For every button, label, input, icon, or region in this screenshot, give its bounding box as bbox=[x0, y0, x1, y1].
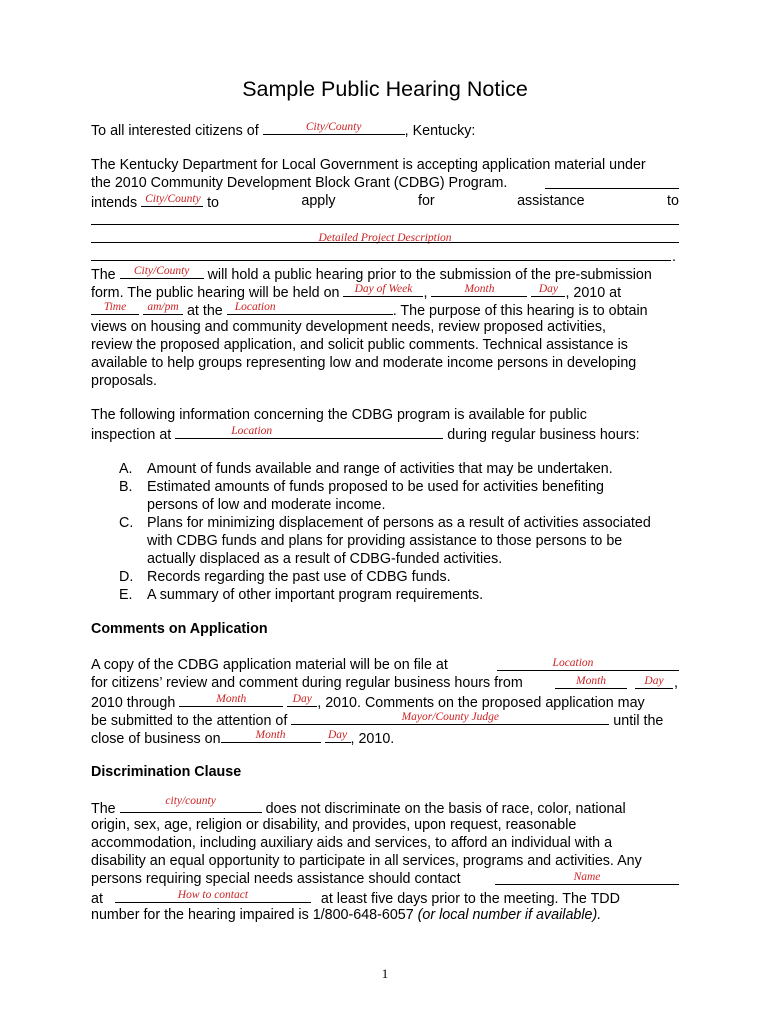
tdd-local-note: (or local number if available). bbox=[417, 907, 602, 923]
mayor-judge-blank[interactable] bbox=[291, 710, 609, 725]
list-marker-a: A. bbox=[119, 461, 133, 477]
hearing-location-hint: Location bbox=[234, 301, 276, 313]
hearing-line-2 bbox=[91, 282, 679, 300]
comments-line-1 bbox=[91, 656, 679, 674]
close-day-hint: Day bbox=[327, 729, 348, 741]
comments-day-hint-1: Day bbox=[644, 675, 664, 687]
word-apply: apply bbox=[301, 193, 336, 209]
time-blank[interactable] bbox=[91, 300, 139, 315]
city-county-blank[interactable] bbox=[263, 120, 405, 135]
close-day-blank[interactable] bbox=[325, 728, 351, 743]
intro-line-3 bbox=[91, 192, 679, 210]
list-item-c-1: Plans for minimizing displacement of persons as a result of activities associated bbox=[147, 515, 651, 531]
description-rule-1[interactable] bbox=[91, 224, 679, 225]
list-item-c-3: actually displaced as a result of CDBG-funded activities. bbox=[147, 551, 503, 567]
discrimination-heading: Discrimination Clause bbox=[91, 764, 242, 780]
comments-line-1-text: A copy of the CDBG application material will be on file at bbox=[91, 657, 448, 673]
hearing-city-blank[interactable] bbox=[120, 264, 204, 279]
hearing-at-the: at the bbox=[186, 303, 223, 319]
info-line-2-end: during regular business hours: bbox=[447, 427, 640, 443]
mayor-judge-hint: Mayor/County Judge bbox=[401, 711, 500, 723]
salutation-end: , Kentucky: bbox=[404, 123, 476, 139]
hearing-line-5: review the proposed application, and solicit public comments. Technical assistance is bbox=[91, 337, 628, 353]
close-month-blank[interactable] bbox=[221, 728, 321, 743]
list-item-e: A summary of other important program requirements. bbox=[147, 587, 484, 603]
info-line-2 bbox=[91, 424, 679, 442]
discrimination-city-hint: city/county bbox=[165, 795, 216, 807]
how-to-contact-blank[interactable] bbox=[115, 888, 311, 903]
hearing-line-1 bbox=[91, 264, 679, 282]
intro-intends bbox=[91, 192, 219, 210]
discrimination-line-1 bbox=[91, 795, 679, 817]
info-location-hint: Location bbox=[231, 425, 273, 437]
discrimination-line-5 bbox=[91, 870, 679, 888]
list-marker-d: D. bbox=[119, 569, 134, 585]
hearing-line-2-text: form. The public hearing will be held on bbox=[91, 285, 340, 301]
comments-line-5 bbox=[91, 728, 679, 746]
comments-line-4 bbox=[91, 710, 679, 728]
comments-heading: Comments on Application bbox=[91, 621, 268, 637]
list-item-b-1: Estimated amounts of funds proposed to be used for activities benefiting bbox=[147, 479, 604, 495]
comments-month-blank-1[interactable] bbox=[555, 674, 627, 689]
comments-line-2-comma: , bbox=[674, 675, 678, 691]
discrimination-line-4: disability an equal opportunity to participate in all services, programs and activities. Any bbox=[91, 853, 642, 869]
intends-word: intends bbox=[91, 195, 138, 211]
discrimination-line-5-text: persons requiring special needs assistance should contact bbox=[91, 871, 461, 887]
comments-line-2-text: for citizens’ review and comment during regular business hours from bbox=[91, 675, 523, 691]
comments-month-blank-2[interactable] bbox=[179, 692, 283, 707]
hearing-line-1-text: will hold a public hearing prior to the submission of the pre-submission bbox=[207, 267, 652, 283]
comments-month-hint-1: Month bbox=[575, 675, 607, 687]
discrimination-line-2: origin, sex, age, religion or disability, and provides, upon request, reasonable bbox=[91, 817, 577, 833]
hearing-line-4: views on housing and community development needs, review proposed activities, bbox=[91, 319, 606, 335]
time-hint: Time bbox=[103, 301, 127, 313]
day-of-week-hint: Day of Week bbox=[354, 283, 413, 295]
day-of-week-blank[interactable] bbox=[343, 282, 423, 297]
contact-name-hint: Name bbox=[573, 871, 601, 883]
hearing-line-6: available to help groups representing low and moderate income persons in developing bbox=[91, 355, 637, 371]
hearing-line-3-text: . The purpose of this hearing is to obtain bbox=[392, 303, 648, 319]
word-assistance: assistance bbox=[517, 193, 585, 209]
intends-city-hint: City/County bbox=[145, 193, 201, 205]
comments-day-blank-2[interactable] bbox=[287, 692, 317, 707]
discrimination-at: at bbox=[91, 891, 103, 907]
discrimination-line-6 bbox=[91, 888, 679, 906]
info-line-2-start: inspection at bbox=[91, 427, 172, 443]
hearing-line-7: proposals. bbox=[91, 373, 157, 389]
comments-day-hint-2: Day bbox=[292, 693, 312, 705]
comments-line-4-end: until the bbox=[613, 713, 664, 729]
comments-line-3-end: , 2010. Comments on the proposed application may bbox=[317, 695, 645, 711]
page-number: 1 bbox=[381, 966, 389, 981]
comments-location-hint: Location bbox=[552, 657, 594, 669]
intro-line-2-text: the 2010 Community Development Block Grant (CDBG) Program. bbox=[91, 175, 508, 191]
discrimination-the: The bbox=[91, 801, 116, 817]
discrimination-city-blank[interactable] bbox=[120, 795, 262, 813]
page-title: Sample Public Hearing Notice bbox=[242, 77, 528, 101]
comments-line-5-start: close of business on bbox=[91, 731, 221, 747]
hearing-line-2-end: , 2010 at bbox=[565, 285, 622, 301]
ampm-hint: am/pm bbox=[147, 301, 179, 313]
contact-name-blank[interactable] bbox=[495, 870, 679, 885]
detailed-project-hint: Detailed Project Description bbox=[318, 232, 452, 244]
close-month-hint: Month bbox=[255, 729, 286, 741]
description-rule-3[interactable] bbox=[91, 260, 671, 261]
comments-line-4-start: be submitted to the attention of bbox=[91, 713, 288, 729]
list-item-a: Amount of funds available and range of activities that may be undertaken. bbox=[147, 461, 613, 477]
discrimination-line-7 bbox=[91, 906, 679, 924]
hearing-line-3 bbox=[91, 300, 679, 318]
discrimination-line-1-text: does not discriminate on the basis of race, color, national bbox=[265, 801, 626, 817]
intends-city-blank[interactable] bbox=[141, 192, 203, 207]
month-blank[interactable] bbox=[431, 282, 527, 297]
info-location-blank[interactable] bbox=[175, 424, 443, 439]
description-rule-2[interactable] bbox=[91, 242, 679, 243]
hearing-location-blank[interactable] bbox=[227, 300, 393, 315]
comments-line-5-end: , 2010. bbox=[350, 731, 395, 747]
comments-location-blank[interactable] bbox=[497, 656, 679, 671]
intro-line-1: The Kentucky Department for Local Government is accepting application material under bbox=[91, 157, 646, 173]
hearing-the: The bbox=[91, 267, 116, 283]
how-to-contact-hint: How to contact bbox=[177, 889, 249, 901]
hearing-city-hint: City/County bbox=[133, 265, 190, 277]
hearing-comma: , bbox=[423, 285, 428, 301]
comments-day-blank-1[interactable] bbox=[635, 674, 673, 689]
list-item-d: Records regarding the past use of CDBG funds. bbox=[147, 569, 451, 585]
word-for: for bbox=[417, 193, 435, 209]
ampm-blank[interactable] bbox=[143, 300, 183, 315]
word-to-1: to bbox=[207, 195, 220, 211]
comments-month-hint-2: Month bbox=[216, 693, 247, 705]
salutation-text: To all interested citizens of bbox=[91, 123, 259, 139]
list-item-c-2: with CDBG funds and plans for providing assistance to those persons to be bbox=[147, 533, 623, 549]
description-period: . bbox=[672, 249, 676, 265]
intro-blank[interactable] bbox=[545, 174, 679, 189]
day-hint: Day bbox=[538, 283, 559, 295]
month-hint: Month bbox=[464, 283, 495, 295]
info-line-1: The following information concerning the CDBG program is available for public bbox=[91, 407, 587, 423]
tdd-number-text: number for the hearing impaired is 1/800-648-6057 bbox=[91, 907, 414, 923]
day-blank[interactable] bbox=[531, 282, 565, 297]
list-marker-e: E. bbox=[119, 587, 133, 603]
comments-line-3-start: 2010 through bbox=[91, 695, 176, 711]
list-marker-b: B. bbox=[119, 479, 133, 495]
comments-line-2 bbox=[91, 674, 679, 692]
intro-line-2 bbox=[91, 174, 679, 192]
list-item-b-2: persons of low and moderate income. bbox=[147, 497, 386, 513]
word-to-2: to bbox=[667, 193, 679, 209]
city-county-hint: City/County bbox=[305, 121, 362, 133]
comments-line-3 bbox=[91, 692, 679, 710]
discrimination-line-3: accommodation, including auxiliary aids and services, to afford an individual with a bbox=[91, 835, 613, 851]
discrimination-line-6-text: at least five days prior to the meeting. The TDD bbox=[320, 891, 620, 907]
salutation-line bbox=[91, 120, 679, 138]
list-marker-c: C. bbox=[119, 515, 134, 531]
